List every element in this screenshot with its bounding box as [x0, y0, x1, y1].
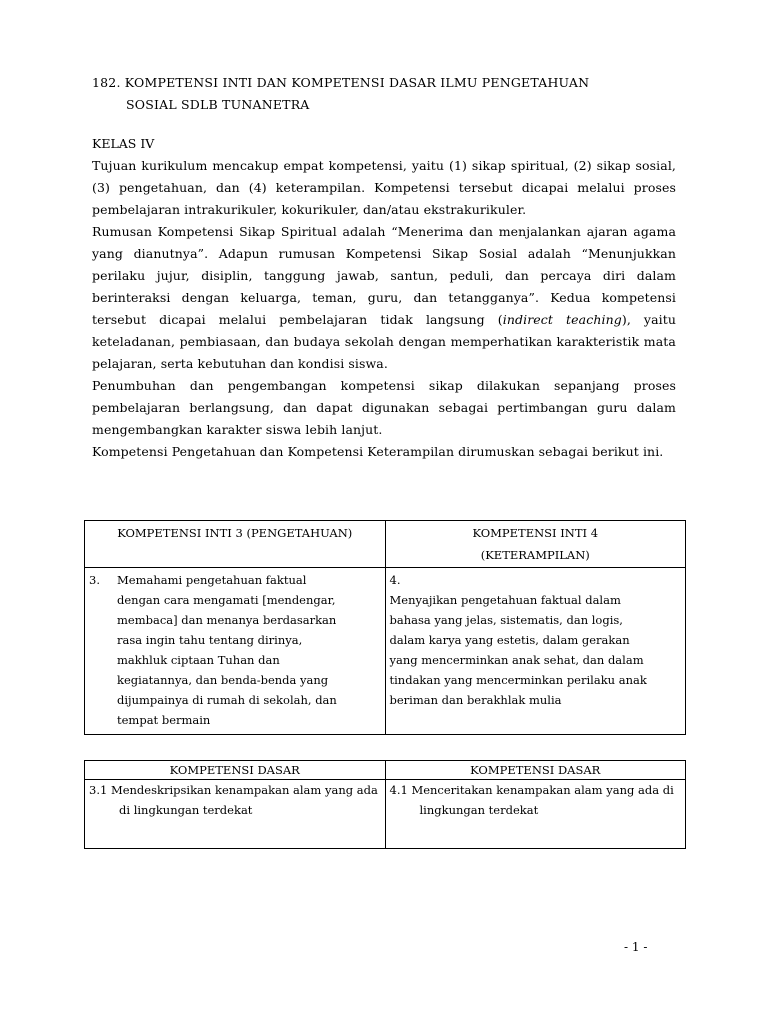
- paragraph-4: Kompetensi Pengetahuan dan Kompetensi Keterampilan dirumuskan sebagai berikut ini.: [92, 444, 664, 459]
- table-row: [85, 780, 686, 849]
- body-text: [92, 155, 676, 463]
- table-row: [85, 568, 686, 735]
- paragraph-1: Tujuan kurikulum mencakup empat kompetensi, yaitu (1) sikap spiritual, (2) sikap sosial, (3) pengetahuan, dan (4) keterampilan. Kompetensi tersebut dicapai melalui proses pembelajaran intrakurikuler, kokurikuler, dan/atau ekstrakurikuler.: [92, 158, 676, 217]
- kd-left-header: KOMPETENSI DASAR: [85, 761, 386, 780]
- ki4-text: Menyajikan pengetahuan faktual dalam bahasa yang jelas, sistematis, dan logis, dalam karya yang estetis, dalam gerakan yang mencerminkan anak sehat, dan dalam tindakan yang mencerminkan perilaku anak beriman dan berakhlak mulia: [389, 593, 647, 707]
- ki3-cell: [85, 568, 386, 735]
- class-heading: KELAS IV: [92, 136, 155, 151]
- ki3-header: KOMPETENSI INTI 3 (PENGETAHUAN): [85, 521, 386, 568]
- table-header-row: [85, 761, 686, 780]
- paragraph-2: [92, 221, 676, 375]
- paragraph-2-part-a: Rumusan Kompetensi Sikap Spiritual adalah “Menerima dan menjalankan ajaran agama yang dianutnya”. Adapun rumusan Kompetensi Sikap Sosial adalah “Menunjukkan perilaku jujur, disiplin, tanggung jawab, santun, peduli, dan percaya diri dalam berinteraksi dengan keluarga, teman, guru, dan tetangganya”. Kedua kompetensi tersebut dicapai melalui pembelajaran tidak langsung (: [92, 224, 676, 327]
- kompetensi-inti-table: [84, 520, 686, 735]
- ki3-number: 3.: [89, 573, 100, 587]
- ki4-header: [385, 521, 686, 568]
- paragraph-2-emphasis: indirect teaching: [502, 312, 622, 327]
- table-header-row: [85, 521, 686, 568]
- ki3-text: Memahami pengetahuan faktual dengan cara mengamati [mendengar, membaca] dan menanya berdasarkan rasa ingin tahu tentang dirinya, makhluk ciptaan Tuhan dan kegiatannya, dan benda-benda yang dijumpainya di rumah di sekolah, dan tempat bermain: [117, 573, 337, 727]
- kd-right-header: KOMPETENSI DASAR: [385, 761, 686, 780]
- ki4-header-line-2: (KETERAMPILAN): [480, 548, 590, 562]
- ki4-number: 4.: [389, 573, 401, 587]
- kd-3-1-text: 3.1 Mendeskripsikan kenampakan alam yang ada di lingkungan terdekat: [89, 783, 378, 817]
- ki4-header-line-1: KOMPETENSI INTI 4: [472, 526, 599, 540]
- title-line-1: 182. KOMPETENSI INTI DAN KOMPETENSI DASAR ILMU PENGETAHUAN: [92, 75, 590, 90]
- document-title: [92, 72, 692, 116]
- kd-3-1-cell: [85, 780, 386, 849]
- kompetensi-dasar-table: [84, 760, 686, 849]
- ki4-cell: [385, 568, 686, 735]
- paragraph-3: Penumbuhan dan pengembangan kompetensi sikap dilakukan sepanjang proses pembelajaran berlangsung, dan dapat digunakan sebagai pertimbangan guru dalam mengembangkan karakter siswa lebih lanjut.: [92, 378, 676, 437]
- page-number: - 1 -: [624, 940, 648, 954]
- title-line-2: SOSIAL SDLB TUNANETRA: [126, 97, 310, 112]
- paragraph-2-part-b: ), yaitu keteladanan, pembiasaan, dan budaya sekolah dengan memperhatikan karakteristik mata pelajaran, serta kebutuhan dan kondisi siswa.: [92, 312, 677, 371]
- kd-4-1-text: 4.1 Menceritakan kenampakan alam yang ada di lingkungan terdekat: [389, 783, 674, 817]
- kd-4-1-cell: [385, 780, 686, 849]
